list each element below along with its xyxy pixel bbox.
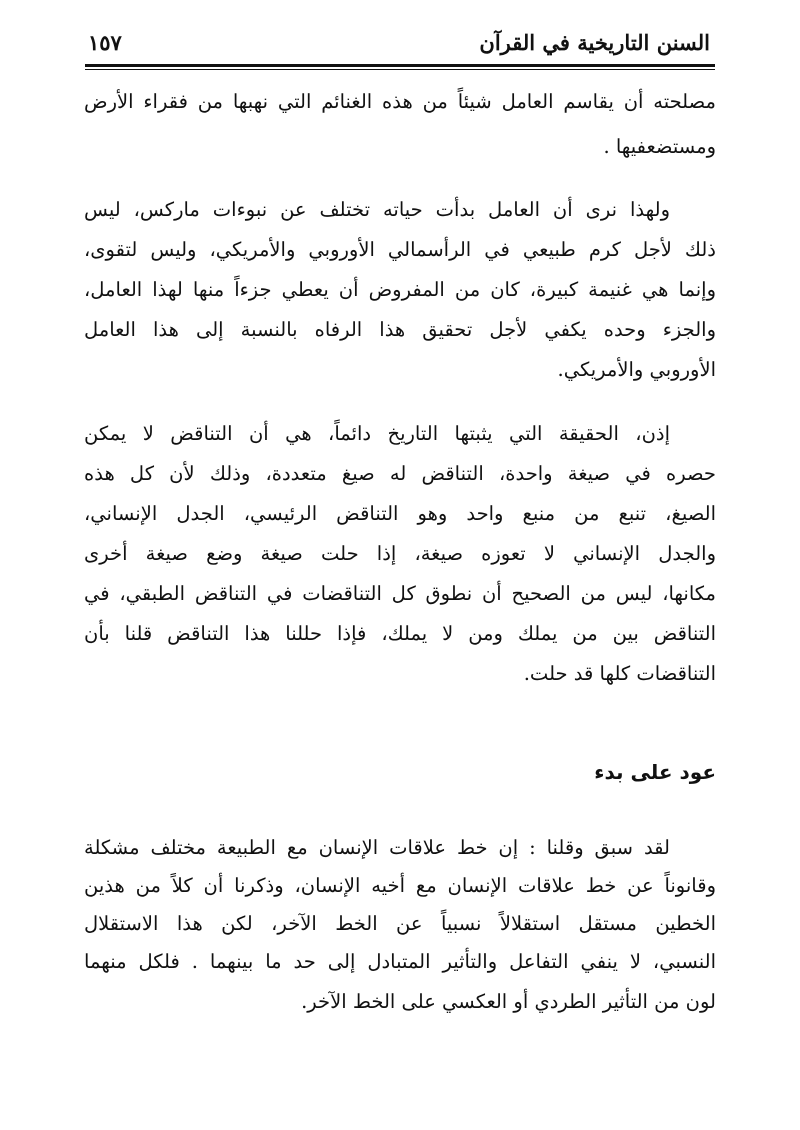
paragraph-1-line-2: ومستضعفيها . xyxy=(603,135,716,158)
paragraph-2-line-4: والجزء وحده يكفي لأجل تحقيق هذا الرفاه بالنسبة إلى هذا العامل xyxy=(84,318,716,341)
section-paragraph-line-2: وقانوناً عن خط علاقات الإنسان مع أخيه الإنسان، وذكرنا أن كلاً من هذين xyxy=(84,874,716,897)
paragraph-2-line-5: الأوروبي والأمريكي. xyxy=(557,358,716,381)
paragraph-3-line-6: التناقض بين من يملك ومن لا يملك، فإذا حللنا هذا التناقض قلنا بأن xyxy=(84,622,716,645)
paragraph-3-line-7: التناقضات كلها قد حلت. xyxy=(523,662,716,685)
paragraph-3-line-4: والجدل الإنساني لا تعوزه صيغة، إذا حلت صيغة وضع صيغة أخرى xyxy=(84,542,716,565)
paragraph-3-line-1: إذن، الحقيقة التي يثبتها التاريخ دائماً، هي أن التناقض لا يمكن xyxy=(84,422,670,445)
running-header-title: السنن التاريخية في القرآن xyxy=(479,30,710,55)
paragraph-2-line-3: وإنما هي غنيمة كبيرة، كان من المفروض أن يعطي جزءاً منها لهذا العامل، xyxy=(84,278,716,301)
section-paragraph-line-1: لقد سبق وقلنا : إن خط علاقات الإنسان مع الطبيعة مختلف مشكلة xyxy=(84,836,670,859)
paragraph-2-line-1: ولهذا نرى أن العامل بدأت حياته تختلف عن نبوءات ماركس، ليس xyxy=(84,198,670,221)
header-rule-thick xyxy=(85,64,715,67)
header-rule-thin xyxy=(85,69,715,70)
page-number: ١٥٧ xyxy=(88,30,122,55)
section-paragraph-line-3: الخطين مستقل استقلالاً نسبياً عن الخط الآخر، لكن هذا الاستقلال xyxy=(84,912,716,935)
paragraph-2-line-2: ذلك لأجل كرم طبيعي في الرأسمالي الأوروبي والأمريكي، وليس لتقوى، xyxy=(84,238,716,261)
paragraph-3-line-3: الصيغ، تنبع من منبع واحد وهو التناقض الرئيسي، الجدل الإنساني، xyxy=(84,502,716,525)
paragraph-3-line-5: مكانها، ليس من الصحيح أن نطوق كل التناقضات في التناقض الطبقي، في xyxy=(84,582,716,605)
paragraph-3-line-2: حصره في صيغة واحدة، التناقض له صيغ متعددة، وذلك لأن كل هذه xyxy=(84,462,716,485)
section-heading: عود على بدء xyxy=(594,760,716,784)
paragraph-1-line-1: مصلحته أن يقاسم العامل شيئاً من هذه الغنائم التي نهبها من فقراء الأرض xyxy=(84,90,716,113)
section-paragraph-line-4: النسبي، لا ينفي التفاعل والتأثير المتبادل إلى حد ما بينهما . فلكل منهما xyxy=(84,950,716,973)
section-paragraph-line-5: لون من التأثير الطردي أو العكسي على الخط الآخر. xyxy=(301,990,716,1013)
